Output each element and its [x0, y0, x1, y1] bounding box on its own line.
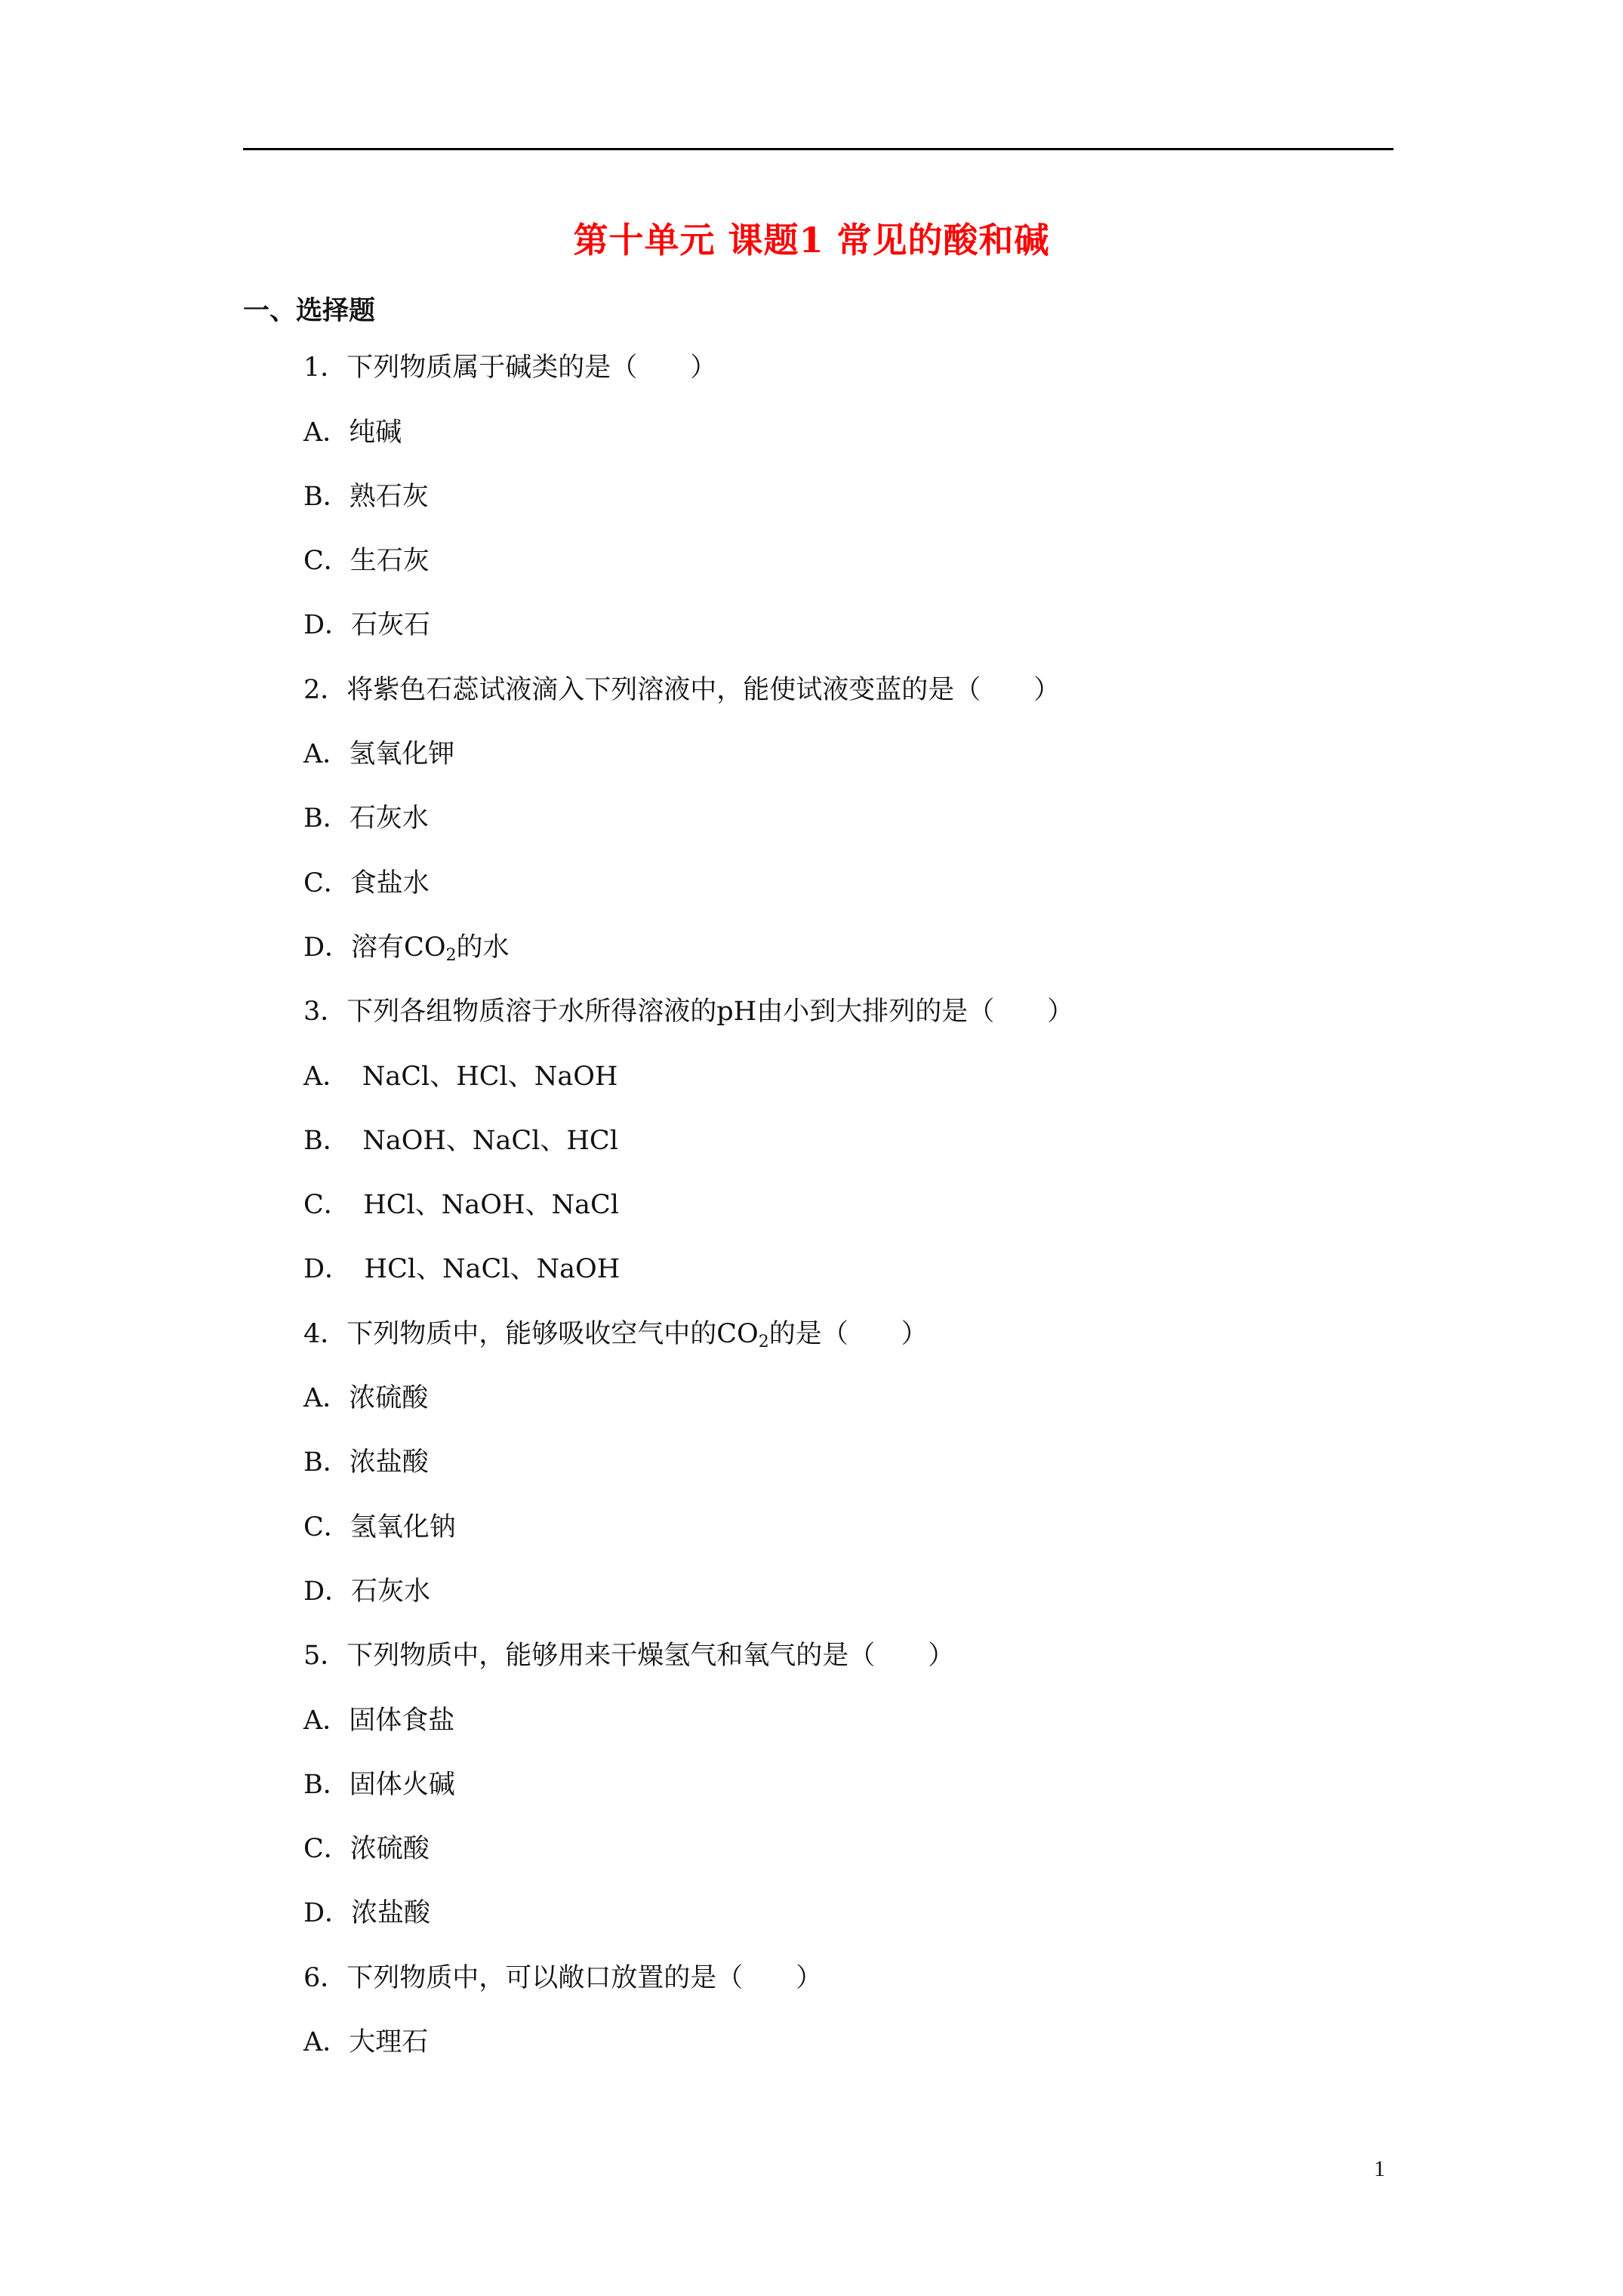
question-3-option-c: C． HCl、NaOH、NaCl — [303, 1190, 619, 1220]
question-4-option-c: C．氢氧化钠 — [303, 1512, 456, 1542]
question-1-option-a: A．纯碱 — [303, 418, 402, 448]
question-3-option-d: D． HCl、NaCl、NaOH — [303, 1254, 621, 1284]
question-1-option-c: C．生石灰 — [303, 546, 430, 576]
header-rule — [243, 148, 1394, 150]
question-1-option-b: B．熟石灰 — [303, 482, 429, 512]
question-5-option-a: A．固体食盐 — [303, 1706, 455, 1736]
subscript-2: 2 — [758, 1333, 769, 1351]
question-5-option-c: C．浓硫酸 — [303, 1834, 430, 1864]
question-3-stem: 3．下列各组物质溶于水所得溶液的pH由小到大排列的是（ ） — [303, 997, 1074, 1027]
question-2-stem: 2．将紫色石蕊试液滴入下列溶液中，能使试液变蓝的是（ ） — [303, 675, 1061, 705]
question-4-stem-tail: 的是（ ） — [768, 1319, 928, 1349]
question-2-option-b: B．石灰水 — [303, 803, 429, 834]
question-4-option-b: B．浓盐酸 — [303, 1447, 429, 1478]
question-2-option-c: C．食盐水 — [303, 868, 430, 898]
question-5-stem: 5．下列物质中，能够用来干燥氢气和氧气的是（ ） — [303, 1641, 955, 1671]
question-3-option-a: A． NaCl、HCl、NaOH — [303, 1062, 618, 1092]
question-1-option-d: D．石灰石 — [303, 610, 431, 640]
section-heading: 一、选择题 — [243, 295, 376, 326]
question-6-option-a: A．大理石 — [303, 2027, 429, 2057]
question-4-option-d: D．石灰水 — [303, 1576, 431, 1607]
question-2-option-d-tail: 的水 — [456, 932, 510, 963]
question-4-stem-text: 4．下列物质中，能够吸收空气中的CO — [303, 1319, 759, 1349]
question-4-stem — [303, 1319, 928, 1351]
question-1-stem: 1．下列物质属于碱类的是（ ） — [303, 353, 717, 383]
question-5-option-b: B．固体火碱 — [303, 1770, 455, 1800]
question-3-option-b: B． NaOH、NaCl、HCl — [303, 1126, 618, 1156]
question-5-option-d: D．浓盐酸 — [303, 1898, 431, 1928]
question-2-option-d — [303, 932, 510, 965]
question-6-stem: 6．下列物质中，可以敞口放置的是（ ） — [303, 1963, 823, 1993]
question-4-option-a: A．浓硫酸 — [303, 1383, 429, 1413]
page-title: 第十单元 课题1 常见的酸和碱 — [573, 220, 1050, 260]
page-number: 1 — [1374, 2156, 1385, 2181]
question-2-option-d-text: D．溶有CO — [303, 932, 446, 963]
subscript-2: 2 — [445, 946, 457, 965]
question-2-option-a: A．氢氧化钾 — [303, 739, 455, 769]
